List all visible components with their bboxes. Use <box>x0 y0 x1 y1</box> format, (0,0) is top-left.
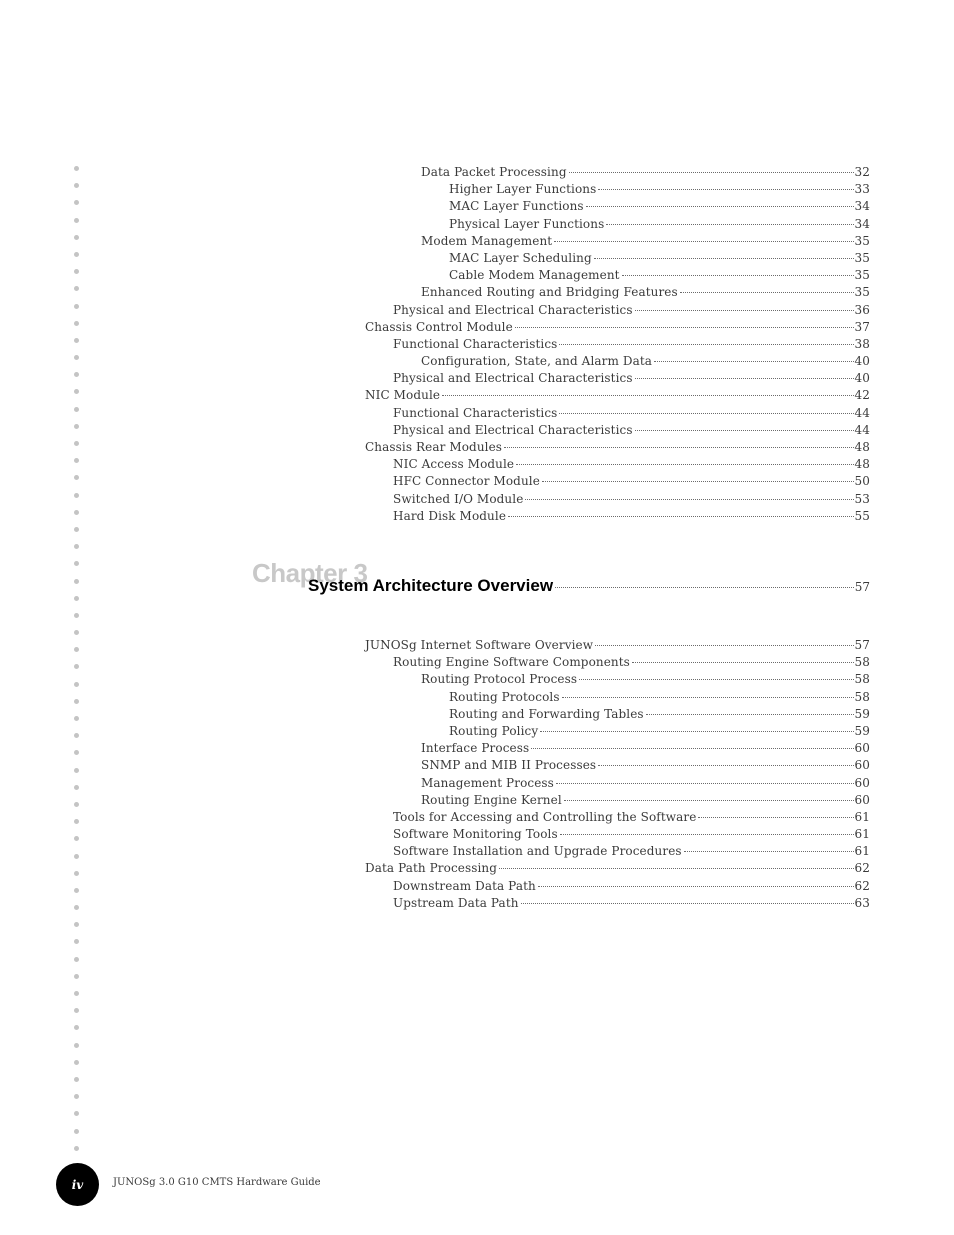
dot-leader <box>635 378 854 379</box>
margin-dot <box>74 974 79 979</box>
margin-dot <box>74 1129 79 1134</box>
margin-dot <box>74 424 79 429</box>
toc-section-chapter-3 <box>365 637 870 912</box>
toc-entry-page: 44 <box>854 422 870 437</box>
dot-leader <box>499 868 853 869</box>
toc-entry-label: Higher Layer Functions <box>449 182 597 197</box>
toc-entry[interactable] <box>365 250 870 267</box>
margin-dot <box>74 338 79 343</box>
dot-leader <box>521 903 854 904</box>
margin-dot <box>74 252 79 257</box>
toc-entry-page: 61 <box>854 844 870 859</box>
margin-dot <box>74 613 79 618</box>
toc-entry-page: 34 <box>854 199 870 214</box>
toc-entry-page: 58 <box>854 672 870 687</box>
margin-dot <box>74 664 79 669</box>
toc-entry[interactable] <box>365 198 870 215</box>
toc-entry-label: HFC Connector Module <box>393 474 540 489</box>
toc-entry-label: Software Installation and Upgrade Procedures <box>393 844 682 859</box>
toc-entry[interactable] <box>365 422 870 439</box>
dot-leader <box>635 430 854 431</box>
margin-dot <box>74 441 79 446</box>
margin-dot <box>74 1094 79 1099</box>
toc-entry[interactable] <box>365 216 870 233</box>
margin-dot <box>74 458 79 463</box>
toc-entry-page: 40 <box>854 354 870 369</box>
toc-entry-label: Physical Layer Functions <box>449 216 605 231</box>
dot-leader <box>622 275 854 276</box>
toc-entry-page: 63 <box>854 895 870 910</box>
toc-entry-label: Routing Engine Kernel <box>421 792 562 807</box>
toc-entry-page: 48 <box>854 440 870 454</box>
dot-leader <box>698 817 853 818</box>
dot-leader <box>542 481 854 482</box>
margin-dot <box>74 1077 79 1082</box>
toc-entry[interactable] <box>365 689 870 706</box>
toc-entry-page: 60 <box>854 775 870 790</box>
toc-entry[interactable] <box>365 387 870 404</box>
toc-entry-label: Tools for Accessing and Controlling the Software <box>393 809 697 824</box>
toc-entry[interactable] <box>365 284 870 301</box>
toc-entry-page: 60 <box>854 792 870 807</box>
toc-entry-label: Hard Disk Module <box>393 508 507 523</box>
margin-dot <box>74 733 79 738</box>
toc-entry-label: Routing Policy <box>449 723 539 738</box>
toc-entry-page: 55 <box>854 508 870 523</box>
margin-dot <box>74 596 79 601</box>
margin-dot <box>74 888 79 893</box>
toc-entry-page: 35 <box>854 285 870 300</box>
chapter-page-number: 57 <box>854 580 870 594</box>
margin-dot <box>74 1146 79 1151</box>
margin-dot <box>74 1025 79 1030</box>
margin-dot <box>74 905 79 910</box>
toc-entry[interactable] <box>365 671 870 688</box>
toc-entry[interactable] <box>365 336 870 353</box>
dot-leader <box>525 499 853 500</box>
toc-entry-label: JUNOSg Internet Software Overview <box>365 638 594 652</box>
toc-entry-label: Routing Protocols <box>449 689 560 704</box>
toc-entry-page: 35 <box>854 233 870 248</box>
dot-leader <box>516 464 853 465</box>
dot-leader <box>579 679 853 680</box>
chapter-number-label: Chapter 3 <box>252 558 368 588</box>
toc-entry-page: 44 <box>854 405 870 420</box>
toc-entry-label: Cable Modem Management <box>449 268 620 283</box>
margin-dot <box>74 544 79 549</box>
toc-entry-page: 60 <box>854 741 870 756</box>
margin-dot <box>74 819 79 824</box>
chapter-title: System Architecture Overview <box>308 576 554 595</box>
dot-leader <box>560 834 854 835</box>
dot-leader <box>646 714 854 715</box>
toc-entry-label: Physical and Electrical Characteristics <box>393 422 633 437</box>
margin-dot <box>74 235 79 240</box>
margin-dot <box>74 269 79 274</box>
toc-entry-label: SNMP and MIB II Processes <box>421 758 597 773</box>
toc-entry[interactable] <box>365 473 870 490</box>
margin-dot <box>74 1043 79 1048</box>
margin-dot <box>74 939 79 944</box>
toc-entry[interactable] <box>365 233 870 250</box>
toc-entry[interactable] <box>365 723 870 740</box>
toc-entry-page: 58 <box>854 655 870 670</box>
dot-leader <box>654 361 853 362</box>
margin-dot <box>74 1111 79 1116</box>
toc-entry-label: Switched I/O Module <box>393 491 524 506</box>
dot-leader <box>684 851 854 852</box>
margin-dot <box>74 200 79 205</box>
toc-entry-label: Software Monitoring Tools <box>393 827 558 842</box>
toc-entry[interactable] <box>365 353 870 370</box>
toc-entry-page: 53 <box>854 491 870 506</box>
toc-entry[interactable] <box>365 302 870 319</box>
margin-dot-column <box>74 166 82 1163</box>
toc-entry-label: NIC Access Module <box>393 457 515 472</box>
dot-leader <box>606 224 853 225</box>
margin-dot <box>74 493 79 498</box>
toc-entry-page: 33 <box>854 182 870 197</box>
dot-leader <box>562 697 854 698</box>
toc-entry[interactable] <box>365 809 870 826</box>
margin-dot <box>74 871 79 876</box>
dot-leader <box>586 206 854 207</box>
toc-entry[interactable] <box>365 637 870 654</box>
margin-dot <box>74 510 79 515</box>
toc-entry-page: 37 <box>854 319 870 334</box>
toc-entry-label: Functional Characteristics <box>393 405 558 420</box>
toc-entry[interactable] <box>365 405 870 422</box>
toc-entry[interactable] <box>365 792 870 809</box>
toc-entry-label: Routing Protocol Process <box>421 672 578 687</box>
dot-leader <box>564 800 854 801</box>
page-number-badge <box>56 1163 99 1206</box>
margin-dot <box>74 802 79 807</box>
margin-dot <box>74 750 79 755</box>
dot-leader <box>598 189 853 190</box>
toc-entry-label: Configuration, State, and Alarm Data <box>421 354 653 369</box>
toc-entry-page: 36 <box>854 302 870 317</box>
toc-entry[interactable] <box>365 860 870 877</box>
toc-entry[interactable] <box>365 181 870 198</box>
toc-entry-label: Data Packet Processing <box>421 165 567 179</box>
toc-entry-label: Functional Characteristics <box>393 336 558 351</box>
toc-entry[interactable] <box>365 895 870 912</box>
toc-entry[interactable] <box>365 740 870 757</box>
dot-leader <box>508 516 853 517</box>
toc-entry[interactable] <box>365 439 870 456</box>
dot-leader <box>554 241 853 242</box>
toc-entry[interactable] <box>365 775 870 792</box>
toc-entry[interactable] <box>365 508 870 525</box>
margin-dot <box>74 699 79 704</box>
toc-entry-page: 38 <box>854 336 870 351</box>
margin-dot <box>74 854 79 859</box>
toc-entry-page: 32 <box>854 165 870 179</box>
toc-entry-label: Routing Engine Software Components <box>393 655 630 670</box>
toc-entry-label: MAC Layer Functions <box>449 199 584 214</box>
toc-entry-label: Data Path Processing <box>365 861 498 876</box>
toc-entry-label: Enhanced Routing and Bridging Features <box>421 285 678 300</box>
margin-dot <box>74 991 79 996</box>
toc-entry[interactable] <box>365 843 870 860</box>
toc-entry[interactable] <box>365 164 870 181</box>
dot-leader <box>540 731 853 732</box>
toc-entry-label: NIC Module <box>365 388 441 403</box>
toc-entry[interactable] <box>365 654 870 671</box>
toc-entry-label: Physical and Electrical Characteristics <box>393 371 633 386</box>
toc-entry-label: Modem Management <box>421 233 553 248</box>
margin-dot <box>74 630 79 635</box>
toc-entry-page: 59 <box>854 706 870 721</box>
margin-dot <box>74 836 79 841</box>
dot-leader <box>680 292 854 293</box>
toc-entry-page: 57 <box>854 638 870 652</box>
margin-dot <box>74 561 79 566</box>
toc-entry[interactable] <box>365 706 870 723</box>
dot-leader <box>594 258 854 259</box>
dot-leader <box>538 886 854 887</box>
margin-dot <box>74 527 79 532</box>
toc-entry-label: Physical and Electrical Characteristics <box>393 302 633 317</box>
footer-doc-title: JUNOSg 3.0 G10 CMTS Hardware Guide <box>113 1177 321 1188</box>
toc-entry-label: Interface Process <box>421 741 530 756</box>
toc-entry-label: MAC Layer Scheduling <box>449 250 592 265</box>
toc-entry[interactable] <box>365 826 870 843</box>
margin-dot <box>74 579 79 584</box>
margin-dot <box>74 286 79 291</box>
margin-dot <box>74 304 79 309</box>
margin-dot <box>74 166 79 171</box>
toc-entry-label: Routing and Forwarding Tables <box>449 706 644 721</box>
toc-entry-page: 59 <box>854 723 870 738</box>
toc-entry[interactable] <box>365 319 870 336</box>
dot-leader <box>598 765 853 766</box>
toc-entry[interactable] <box>365 370 870 387</box>
dot-leader <box>559 413 853 414</box>
toc-entry-page: 35 <box>854 250 870 265</box>
toc-entry-label: Management Process <box>421 775 554 790</box>
margin-dot <box>74 785 79 790</box>
dot-leader <box>531 748 853 749</box>
toc-entry-label: Upstream Data Path <box>393 895 519 910</box>
margin-dot <box>74 355 79 360</box>
toc-entry-page: 48 <box>854 457 870 472</box>
dot-leader <box>595 645 853 646</box>
toc-entry[interactable] <box>365 267 870 284</box>
toc-entry-page: 62 <box>854 878 870 893</box>
margin-dot <box>74 407 79 412</box>
toc-entry-label: Chassis Rear Modules <box>365 440 503 454</box>
toc-entry-page: 61 <box>854 809 870 824</box>
toc-entry-page: 40 <box>854 371 870 386</box>
margin-dot <box>74 372 79 377</box>
toc-entry[interactable] <box>365 491 870 508</box>
toc-entry-page: 60 <box>854 758 870 773</box>
toc-entry-page: 58 <box>854 689 870 704</box>
dot-leader <box>632 662 854 663</box>
toc-entry-page: 62 <box>854 861 870 876</box>
margin-dot <box>74 682 79 687</box>
toc-entry-label: Downstream Data Path <box>393 878 536 893</box>
toc-entry-page: 35 <box>854 268 870 283</box>
margin-dot <box>74 321 79 326</box>
toc-entry[interactable] <box>365 878 870 895</box>
dot-leader <box>569 172 854 173</box>
toc-entry-page: 61 <box>854 827 870 842</box>
margin-dot <box>74 716 79 721</box>
margin-dot <box>74 218 79 223</box>
toc-entry-page: 42 <box>854 388 870 403</box>
margin-dot <box>74 922 79 927</box>
chapter-heading[interactable] <box>308 576 870 596</box>
dot-leader <box>635 310 854 311</box>
toc-entry[interactable] <box>365 757 870 774</box>
margin-dot <box>74 475 79 480</box>
margin-dot <box>74 1060 79 1065</box>
dot-leader <box>515 327 854 328</box>
dot-leader <box>556 783 854 784</box>
toc-entry[interactable] <box>365 456 870 473</box>
margin-dot <box>74 1008 79 1013</box>
margin-dot <box>74 768 79 773</box>
toc-entry-label: Chassis Control Module <box>365 319 513 334</box>
margin-dot <box>74 389 79 394</box>
margin-dot <box>74 647 79 652</box>
dot-leader <box>504 447 853 448</box>
margin-dot <box>74 957 79 962</box>
toc-entry-page: 50 <box>854 474 870 489</box>
dot-leader <box>559 344 853 345</box>
dot-leader <box>555 587 854 588</box>
page-number: iv <box>71 1177 84 1192</box>
toc-entry-page: 34 <box>854 216 870 231</box>
toc-section-chapter-2 <box>365 164 870 525</box>
margin-dot <box>74 183 79 188</box>
dot-leader <box>442 395 853 396</box>
